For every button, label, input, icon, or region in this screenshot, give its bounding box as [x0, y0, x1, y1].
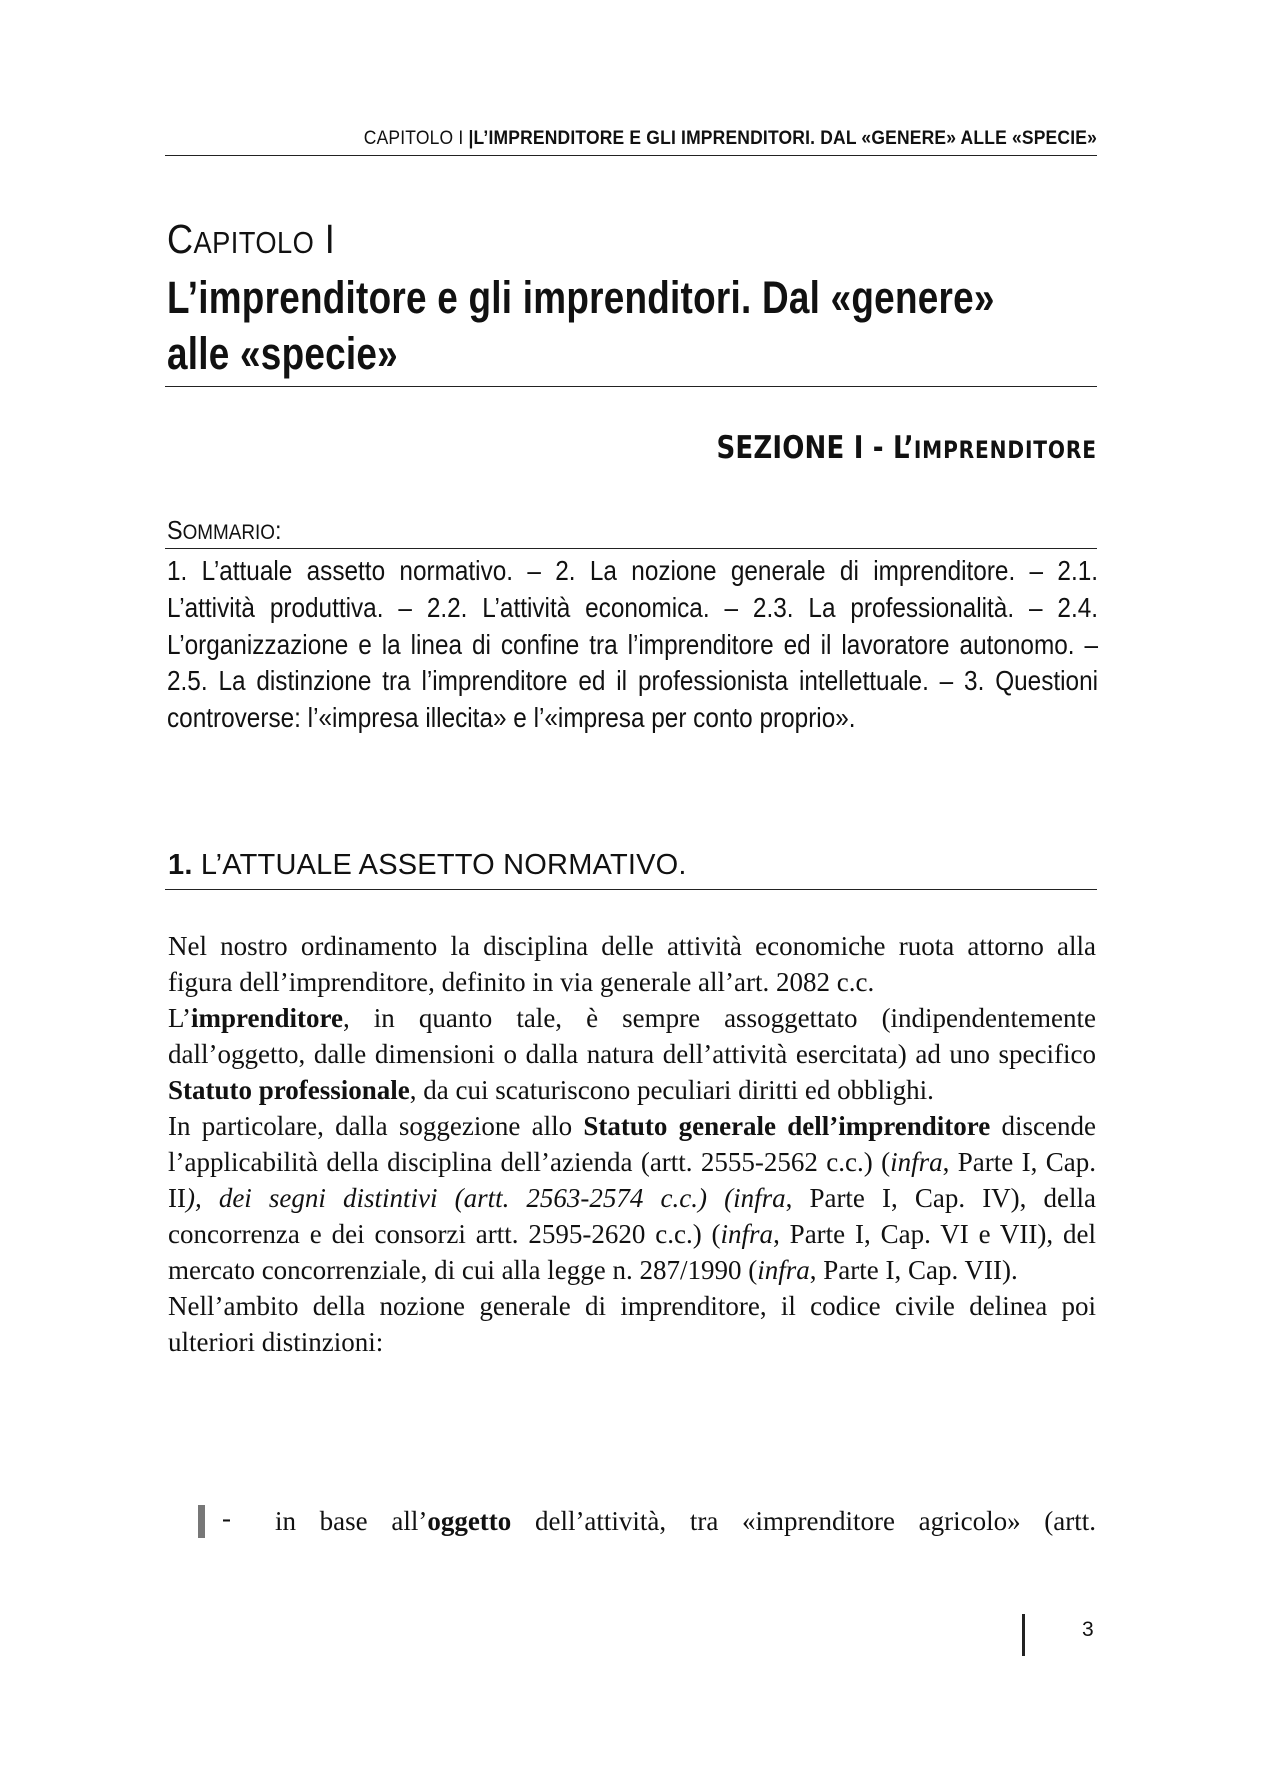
running-head [240, 128, 1097, 156]
section-heading [168, 849, 687, 882]
text-run: , Parte I, Cap. II [168, 1147, 1096, 1213]
bold-term: Statuto generale dell’imprenditore [583, 1111, 991, 1141]
text-run: in base all’ [275, 1506, 428, 1536]
bold-term: Statuto professionale [168, 1075, 410, 1105]
section-heading-title: L’ATTUALE ASSETTO NORMATIVO. [200, 849, 687, 881]
section-title-prefix: SEZIONE I - L’ [716, 430, 914, 466]
text-run: , Parte I, Cap. VI e VII), del mercato concorrenziale, di cui alla legge n. 287/1990 ( [168, 1219, 1097, 1285]
running-head-title: L’IMPRENDITORE E GLI IMPRENDITORI. DAL «GENERE» ALLE «SPECIE» [473, 128, 1098, 149]
summary-text: 1. L’attuale assetto normativo. – 2. La nozione generale di imprenditore. – 2.1. L’attività produttiva. – 2.2. L’attività economica. – 2.3. La professionalità. – 2.4. L’organizzazione e la linea di confine tra l’imprenditore ed il lavoratore autonomo. – 2.5. La distinzione tra l’imprenditore ed il professionista intellettuale. – 3. Questioni controverse: l’«impresa illecita» e l’«impresa per conto proprio». [167, 555, 1099, 734]
paragraph [168, 1000, 1096, 1108]
running-head-rule [165, 155, 1097, 156]
summary-label-rest: OMMARIO [182, 521, 276, 544]
italic-term: infra [733, 1183, 786, 1213]
footer-divider [1022, 1614, 1025, 1656]
summary-label [167, 515, 282, 546]
running-head-chapter: CAPITOLO I [363, 128, 464, 149]
paragraph: Nel nostro ordinamento la disciplina delle attività economiche ruota attorno alla figura dell’imprenditore, definito in via generale all’art. 2082 c.c. [168, 931, 1096, 997]
text-run: dell’attività, tra «imprenditore agricolo» (artt. [511, 1506, 1096, 1536]
summary-rule [165, 548, 1097, 549]
summary-label-colon: : [275, 515, 282, 545]
section-heading-rule [165, 889, 1097, 890]
chapter-label-numeral: I [324, 216, 336, 262]
italic-term: infra [890, 1147, 943, 1177]
text-run: In particolare, dalla soggezione allo [168, 1111, 584, 1141]
section-title [717, 430, 1097, 466]
text-run: discende l’applicabilità della disciplina dell’azienda (artt. 2555-2562 c.c.) ( [168, 1111, 1096, 1177]
text-run: , Parte I, Cap. IV), della concorrenza e dei consorzi artt. 2595-2620 c.c.) ( [168, 1183, 1096, 1249]
list-item [275, 1503, 1096, 1539]
running-head-separator: | [468, 128, 474, 149]
chapter-title [167, 270, 1020, 382]
section-heading-number: 1. [168, 849, 193, 881]
text-run: , da cui scaturiscono peculiari diritti ed obblighi. [409, 1075, 934, 1105]
chapter-title-line-1: L’imprenditore e gli imprenditori. Dal «genere» [167, 272, 995, 323]
text-run: ), dei segni distintivi (artt. 2563-2574 c.c.) ( [185, 1183, 734, 1213]
chapter-label [167, 216, 335, 263]
page-number: 3 [1082, 1618, 1094, 1641]
list-marker-bar [198, 1505, 205, 1538]
list-bullet: - [222, 1503, 231, 1533]
chapter-title-line-2: alle «specie» [167, 328, 398, 379]
bold-term: oggetto [427, 1506, 512, 1536]
section-title-name: IMPRENDITORE [913, 436, 1097, 464]
text-run: , Parte I, Cap. VII). [809, 1255, 1018, 1285]
chapter-label-rest: APITOLO [193, 225, 315, 260]
chapter-title-rule [165, 386, 1097, 387]
text-run: , in quanto tale, è sempre assoggettato (indipendentemente dall’oggetto, dalle dimensioni o dalla natura dell’attività esercitata) ad uno specifico [168, 1003, 1096, 1069]
text-run: L’ [168, 1003, 192, 1033]
italic-term: infra [720, 1219, 774, 1249]
paragraph [168, 1108, 1096, 1288]
summary-label-initial: S [167, 515, 183, 545]
italic-term: infra [757, 1255, 810, 1285]
body-text [168, 928, 1096, 1360]
paragraph: Nell’ambito della nozione generale di imprenditore, il codice civile delinea poi ulteriori distinzioni: [168, 1291, 1096, 1357]
bold-term: imprenditore [191, 1003, 344, 1033]
chapter-label-initial: C [167, 216, 194, 262]
